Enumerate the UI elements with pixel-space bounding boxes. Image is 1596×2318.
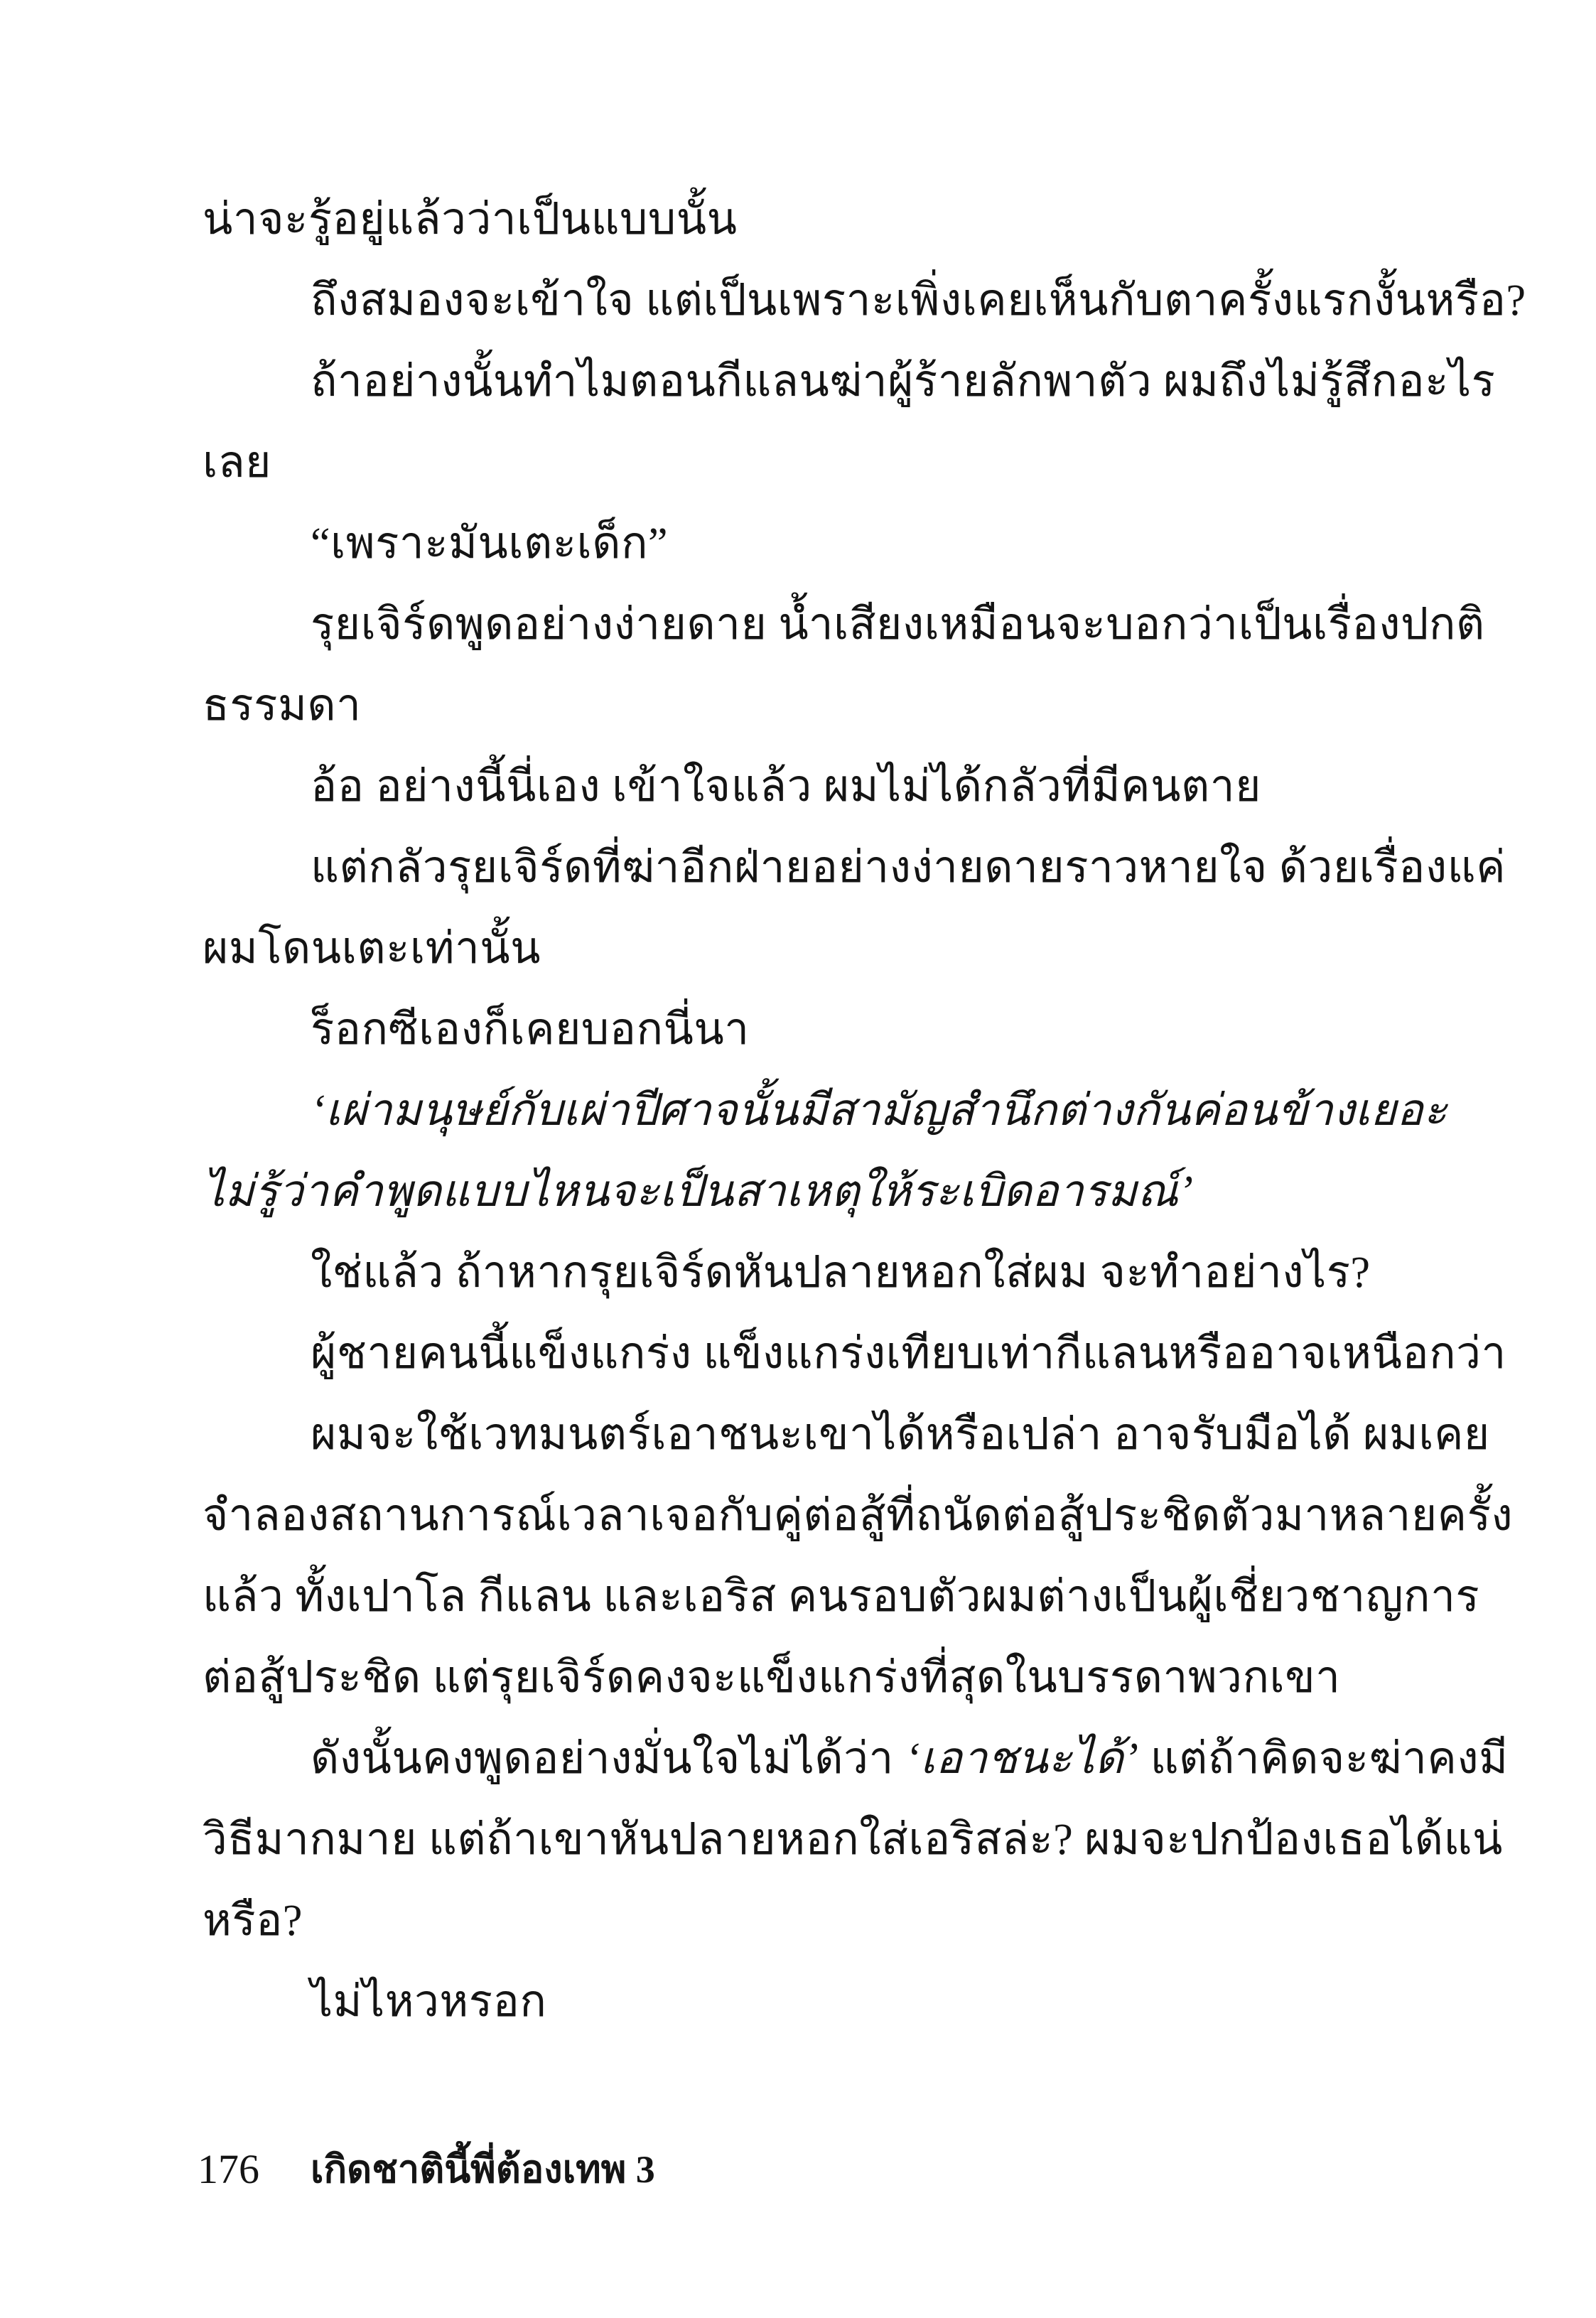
page-number: 176 [198,2146,259,2192]
page-footer [0,2138,1596,2201]
body-line dialogue-line: “เพราะมันเตะเด็ก” [311,519,669,568]
line-segment: แต่ถ้าคิดจะฆ่าคงมี [1138,1735,1509,1783]
body-line: ผมโดนเตะเท่านั้น [203,924,541,973]
body-line quoted-thought-line: ไม่รู้ว่าคำพูดแบบไหนจะเป็นสาเหตุให้ระเบิดอารมณ์’ [203,1168,1194,1216]
body-line quoted-thought-line: ‘เผ่ามนุษย์กับเผ่าปีศาจนั้นมีสามัญสำนึกต่างกันค่อนข้างเยอะ [311,1087,1447,1135]
book-title: เกิดชาตินี้พี่ต้องเทพ 3 [311,2148,655,2191]
body-line: ถ้าอย่างนั้นทำไมตอนกีแลนฆ่าผู้ร้ายลักพาตัว ผมถึงไม่รู้สึกอะไร [311,357,1496,406]
body-line: ถึงสมองจะเข้าใจ แต่เป็นเพราะเพิ่งเคยเห็นกับตาครั้งแรกงั้นหรือ? [311,276,1526,325]
body-line: ธรรมดา [203,681,362,730]
body-line: เลย [203,438,272,487]
body-line: น่าจะรู้อยู่แล้วว่าเป็นแบบนั้น [203,195,738,244]
body-line [203,1718,1509,1799]
body-line: ผมจะใช้เวทมนตร์เอาชนะเขาได้หรือเปล่า อาจรับมือได้ ผมเคย [311,1411,1490,1459]
body-line: รุยเจิร์ดพูดอย่างง่ายดาย น้ำเสียงเหมือนจะบอกว่าเป็นเรื่องปกติ [311,600,1485,649]
body-text-block [203,179,1526,2042]
body-line: ไม่ไหวหรอก [311,1978,547,2026]
body-line: ใช่แล้ว ถ้าหากรุยเจิร์ดหันปลายหอกใส่ผม จะทำอย่างไร? [311,1249,1371,1297]
body-line: อ้อ อย่างนี้นี่เอง เข้าใจแล้ว ผมไม่ได้กลัวที่มีคนตาย [311,762,1261,811]
line-segment: ดังนั้นคงพูดอย่างมั่นใจไม่ได้ว่า [311,1735,905,1783]
body-line: แล้ว ทั้งเปาโล กีแลน และเอริส คนรอบตัวผมต่างเป็นผู้เชี่ยวชาญการ [203,1573,1480,1621]
body-line: วิธีมากมาย แต่ถ้าเขาหันปลายหอกใส่เอริสล่ะ? ผมจะปกป้องเธอได้แน่ [203,1816,1503,1864]
body-line: ร็อกซีเองก็เคยบอกนี่นา [311,1006,750,1054]
body-line: จำลองสถานการณ์เวลาเจอกับคู่ต่อสู้ที่ถนัดต่อสู้ประชิดตัวมาหลายครั้ง [203,1492,1514,1540]
body-line: ต่อสู้ประชิด แต่รุยเจิร์ดคงจะแข็งแกร่งที่สุดในบรรดาพวกเขา [203,1654,1341,1702]
body-line: แต่กลัวรุยเจิร์ดที่ฆ่าอีกฝ่ายอย่างง่ายดายราวหายใจ ด้วยเรื่องแค่ [311,843,1506,892]
body-line: หรือ? [203,1897,303,1945]
line-segment-quoted: ‘เอาชนะได้’ [905,1735,1139,1783]
body-line: ผู้ชายคนนี้แข็งแกร่ง แข็งแกร่งเทียบเท่ากีแลนหรืออาจเหนือกว่า [311,1330,1506,1378]
